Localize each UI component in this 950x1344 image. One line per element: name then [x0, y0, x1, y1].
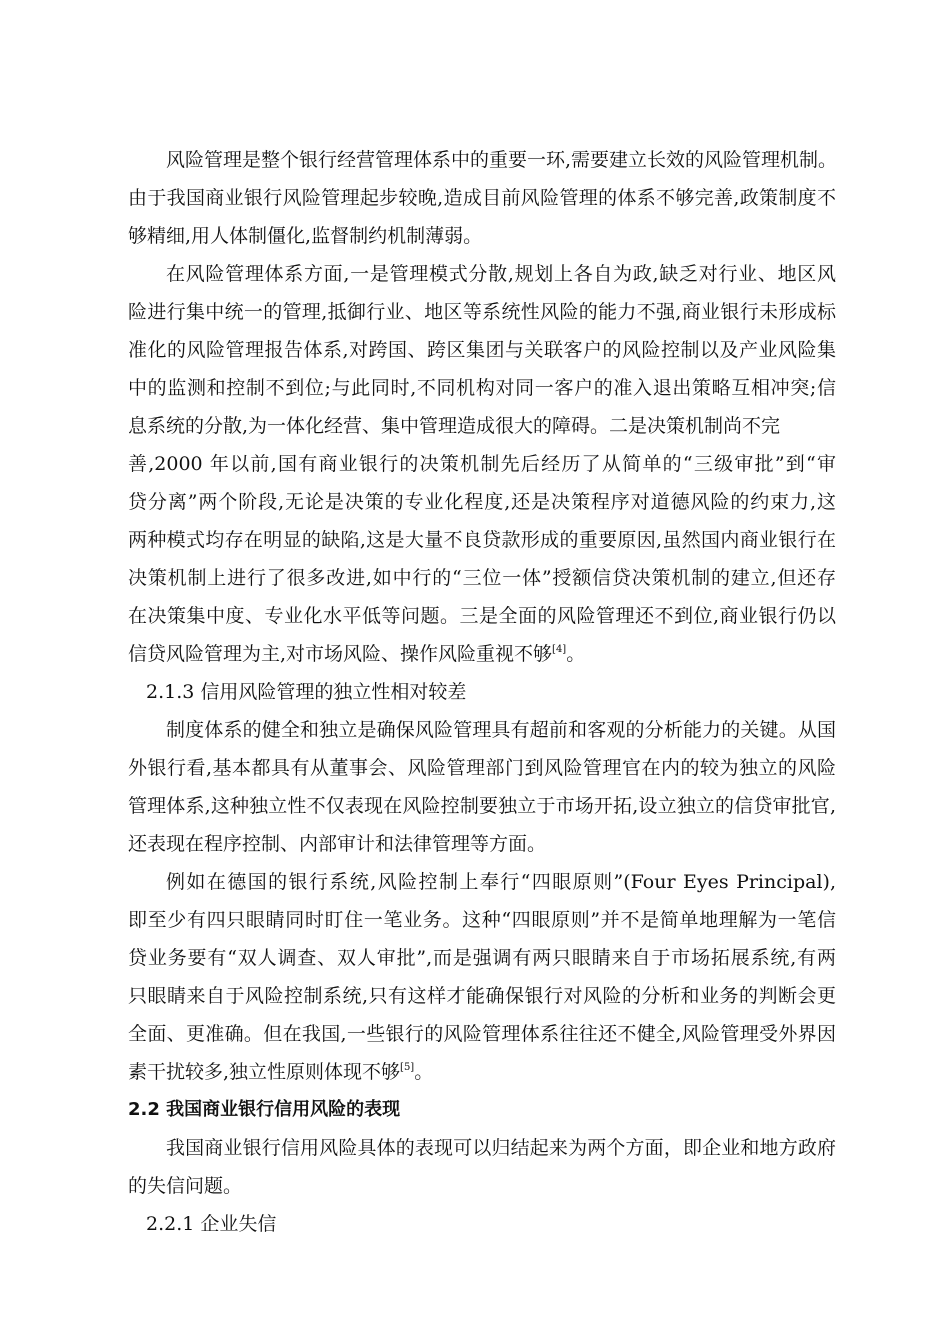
paragraph-2-line-3: 准化的风险管理报告体系,对跨国、跨区集团与关联客户的风险控制以及产业风险集 — [128, 339, 836, 361]
paragraph-3-line-2: 外银行看,基本都具有从董事会、风险管理部门到风险管理官在内的较为独立的风险 — [128, 757, 836, 779]
paragraph-2-end: 。 — [566, 643, 586, 665]
subheading-2-1-3: 2.1.3 信用风险管理的独立性相对较差 — [146, 681, 467, 703]
paragraph-1-line-3: 够精细,用人体制僵化,监督制约机制薄弱。 — [128, 225, 483, 247]
paragraph-2-line-9: 决策机制上进行了很多改进,如中行的“三位一体”授额信贷决策机制的建立,但还存 — [128, 567, 836, 589]
paragraph-2-line-6: 善,2000 年以前,国有商业银行的决策机制先后经历了从简单的“三级审批”到“审 — [128, 453, 836, 475]
paragraph-2-line-5: 息系统的分散,为一体化经营、集中管理造成很大的障碍。二是决策机制尚不完 — [128, 415, 781, 437]
paragraph-2-line-7: 贷分离”两个阶段,无论是决策的专业化程度,还是决策程序对道德风险的约束力,这 — [128, 491, 836, 513]
paragraph-1-line-1: 风险管理是整个银行经营管理体系中的重要一环,需要建立长效的风险管理机制。 — [166, 149, 838, 171]
paragraph-2-line-11-text: 信贷风险管理为主,对市场风险、操作风险重视不够 — [128, 643, 553, 665]
paragraph-1-line-2: 由于我国商业银行风险管理起步较晚,造成目前风险管理的体系不够完善,政策制度不 — [128, 187, 836, 209]
paragraph-5-line-1: 我国商业银行信用风险具体的表现可以归结起来为两个方面，即企业和地方政府 — [166, 1137, 836, 1159]
paragraph-4-line-4: 只眼睛来自于风险控制系统,只有这样才能确保银行对风险的分析和业务的判断会更 — [128, 985, 836, 1007]
paragraph-3-line-1: 制度体系的健全和独立是确保风险管理具有超前和客观的分析能力的关键。从国 — [166, 719, 836, 741]
paragraph-4-line-2: 即至少有四只眼睛同时盯住一笔业务。这种“四眼原则”并不是简单地理解为一笔信 — [128, 909, 836, 931]
paragraph-4-line-5: 全面、更准确。但在我国,一些银行的风险管理体系往往还不健全,风险管理受外界因 — [128, 1023, 836, 1045]
paragraph-4-line-6 — [128, 1060, 836, 1084]
paragraph-3-line-4: 还表现在程序控制、内部审计和法律管理等方面。 — [128, 833, 547, 855]
paragraph-4-line-3: 贷业务要有“双人调查、双人审批”,而是强调有两只眼睛来自于市场拓展系统,有两 — [128, 947, 836, 969]
paragraph-2-line-2: 险进行集中统一的管理,抵御行业、地区等系统性风险的能力不强,商业银行未形成标 — [128, 301, 836, 323]
subheading-2-2-1: 2.2.1 企业失信 — [146, 1213, 277, 1235]
citation-5: [5] — [400, 1062, 415, 1073]
paragraph-2-line-1: 在风险管理体系方面,一是管理模式分散,规划上各自为政,缺乏对行业、地区风 — [166, 263, 836, 285]
paragraph-4-end: 。 — [414, 1061, 434, 1083]
paragraph-4-line-6-text: 素干扰较多,独立性原则体现不够 — [128, 1061, 401, 1083]
citation-4: [4] — [552, 644, 567, 655]
paragraph-3-line-3: 管理体系,这种独立性不仅表现在风险控制要独立于市场开拓,设立独立的信贷审批官, — [128, 795, 836, 817]
paragraph-2-line-8: 两种模式均存在明显的缺陷,这是大量不良贷款形成的重要原因,虽然国内商业银行在 — [128, 529, 836, 551]
section-heading-2-2: 2.2 我国商业银行信用风险的表现 — [128, 1099, 401, 1120]
paragraph-4-line-1: 例如在德国的银行系统,风险控制上奉行“四眼原则”(Four Eyes Principal), — [166, 871, 836, 893]
paragraph-2-line-11 — [128, 642, 836, 666]
paragraph-2-line-10: 在决策集中度、专业化水平低等问题。三是全面的风险管理还不到位,商业银行仍以 — [128, 605, 836, 627]
paragraph-2-line-4: 中的监测和控制不到位;与此同时,不同机构对同一客户的准入退出策略互相冲突;信 — [128, 377, 836, 399]
paragraph-5-line-2: 的失信问题。 — [128, 1175, 243, 1197]
